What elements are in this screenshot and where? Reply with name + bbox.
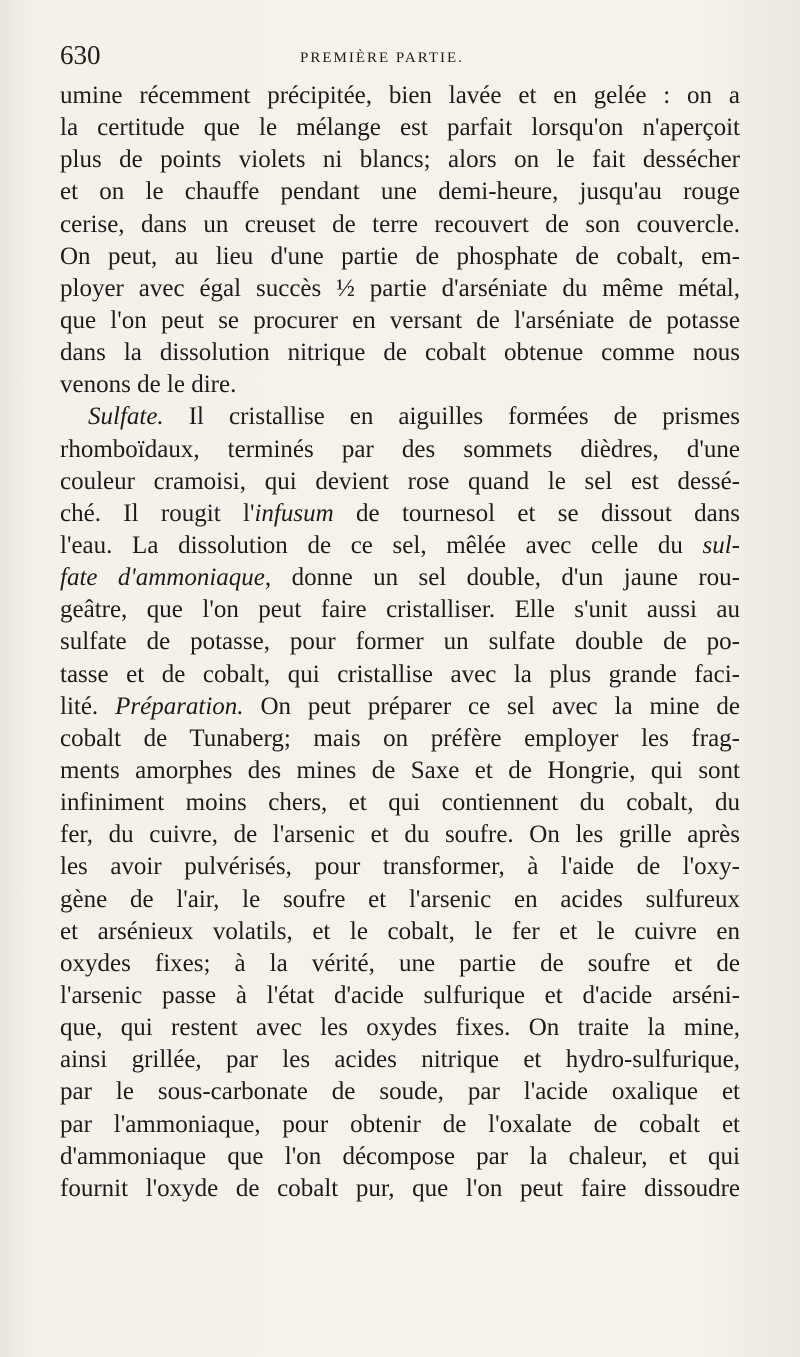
preparation-heading: Préparation. (115, 692, 244, 720)
text-line: rhomboïdaux, terminés par des sommets dièdres, d'une (60, 435, 740, 463)
text-line: sulfate de potasse, pour former un sulfate double de po- (60, 628, 740, 656)
text-line: Sulfate. Il cristallise en aiguilles formées de prismes (88, 403, 740, 431)
text-line: fate d'ammoniaque, donne un sel double, d'un jaune rou- (60, 564, 740, 592)
text-line: les avoir pulvérisés, pour transformer, à l'aide de l'oxy- (60, 853, 740, 881)
text-line: geâtre, que l'on peut faire cristalliser. Elle s'unit aussi au (60, 596, 740, 624)
text-line: venons de le dire. (60, 371, 237, 399)
text-line: infiniment moins chers, et qui contiennent du cobalt, du (60, 789, 740, 817)
body-text (60, 80, 740, 1205)
text-line: d'ammoniaque que l'on décompose par la chaleur, et qui (60, 1142, 740, 1170)
text-line: umine récemment précipitée, bien lavée et en gelée : on a (60, 82, 740, 109)
text-line: ainsi grillée, par les acides nitrique et hydro-sulfurique, (60, 1046, 740, 1074)
text-line: oxydes fixes; à la vérité, une partie de soufre et de (60, 949, 740, 977)
text-line: gène de l'air, le soufre et l'arsenic en acides sulfureux (60, 885, 740, 913)
text-line: fournit l'oxyde de cobalt pur, que l'on peut faire dissoudre (60, 1174, 740, 1202)
text-line: l'eau. La dissolution de ce sel, mêlée avec celle du sul- (60, 531, 740, 559)
text-line: lité. Préparation. On peut préparer ce sel avec la mine de (60, 692, 740, 720)
running-head: PREMIÈRE PARTIE. (300, 50, 464, 66)
text-line: plus de points violets ni blancs; alors on le fait dessécher (60, 146, 740, 174)
text-line: par le sous-carbonate de soude, par l'acide oxalique et (60, 1078, 740, 1106)
text-line: que, qui restent avec les oxydes fixes. On traite la mine, (60, 1014, 740, 1042)
text-line: cerise, dans un creuset de terre recouvert de son couvercle. (60, 210, 740, 238)
text-line: et arsénieux volatils, et le cobalt, le fer et le cuivre en (60, 917, 740, 945)
text-line: dans la dissolution nitrique de cobalt obtenue comme nous (60, 339, 740, 367)
text-line: par l'ammoniaque, pour obtenir de l'oxalate de cobalt et (60, 1110, 740, 1138)
text-line: que l'on peut se procurer en versant de l'arséniate de potasse (60, 306, 740, 334)
page-header (60, 40, 750, 80)
text-line: On peut, au lieu d'une partie de phosphate de cobalt, em- (60, 242, 740, 270)
sulfate-heading: Sulfate. (88, 403, 164, 431)
text-line: couleur cramoisi, qui devient rose quand le sel est dessé- (60, 467, 740, 495)
text-line: cobalt de Tunaberg; mais on préfère employer les frag- (60, 724, 740, 752)
text-line: tasse et de cobalt, qui cristallise avec la plus grande faci- (60, 660, 740, 688)
text-line: et on le chauffe pendant une demi-heure, jusqu'au rouge (60, 178, 740, 206)
text-line: ployer avec égal succès ½ partie d'arséniate du même métal, (60, 274, 740, 302)
text-line: ments amorphes des mines de Saxe et de Hongrie, qui sont (60, 756, 740, 784)
text-line: fer, du cuivre, de l'arsenic et du soufre. On les grille après (60, 821, 740, 849)
text-line: ché. Il rougit l'infusum de tournesol et se dissout dans (60, 499, 740, 527)
text-line: la certitude que le mélange est parfait lorsqu'on n'aperçoit (60, 114, 740, 142)
text-line: l'arsenic passe à l'état d'acide sulfurique et d'acide arséni- (60, 981, 740, 1009)
page-number: 630 (60, 40, 101, 70)
